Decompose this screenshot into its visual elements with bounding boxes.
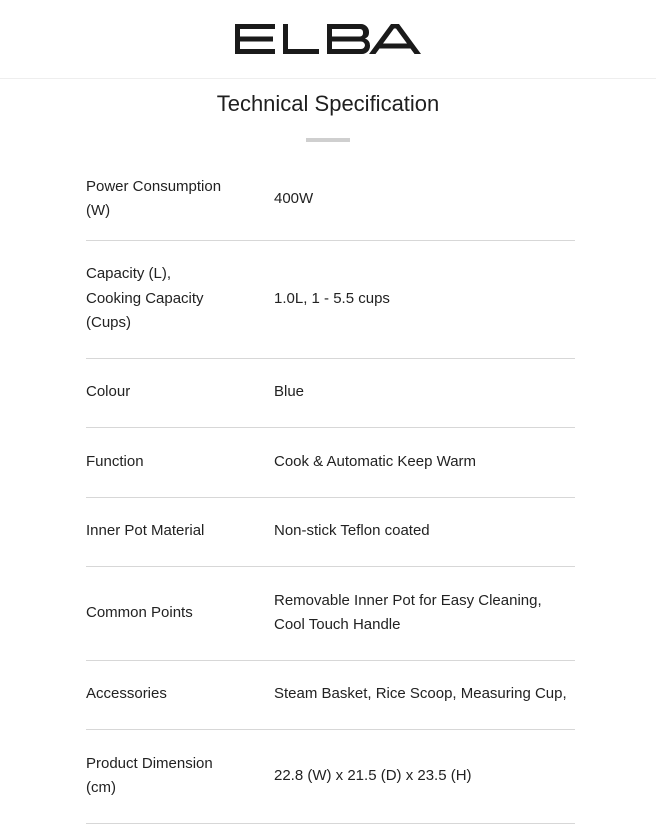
spec-value-line: 22.8 (W) x 21.5 (D) x 23.5 (H) (274, 766, 472, 784)
spec-value-line: Steam Basket, Rice Scoop, Measuring Cup, (274, 685, 567, 703)
spec-label-line: Accessories (86, 685, 167, 703)
spec-value-line: 400W (274, 190, 314, 207)
spec-label (86, 729, 274, 823)
spec-label-line: Capacity (L), (86, 265, 172, 283)
spec-value (274, 159, 575, 240)
spec-value (274, 358, 575, 427)
spec-value (274, 240, 575, 358)
spec-row-capacity (86, 240, 575, 358)
spec-label-line: Inner Pot Material (86, 522, 205, 540)
spec-value (274, 566, 575, 660)
spec-label-line: (Cups) (86, 314, 132, 332)
site-header (0, 0, 656, 79)
spec-row-inner-pot (86, 497, 575, 566)
spec-row-accessories (86, 660, 575, 729)
spec-value (274, 497, 575, 566)
spec-row-function (86, 427, 575, 497)
spec-value-line: Non-stick Teflon coated (274, 522, 430, 540)
spec-row-dimension (86, 729, 575, 823)
spec-value-line: Blue (274, 383, 305, 401)
spec-label-line: Common Points (86, 603, 193, 621)
spec-label (86, 240, 274, 358)
spec-label-line: Power Consumption (86, 177, 222, 195)
spec-value-line: Cool Touch Handle (274, 616, 401, 633)
spec-row-power (86, 159, 575, 240)
spec-value (274, 660, 575, 729)
spec-value-line: Removable Inner Pot for Easy Cleaning, (274, 591, 542, 609)
elba-logo-mark (235, 24, 421, 54)
title-section (0, 79, 656, 142)
title-underline (306, 138, 350, 142)
spec-value (274, 427, 575, 497)
spec-label-line: Function (86, 452, 144, 470)
spec-label (86, 566, 274, 660)
spec-value-line: Cook & Automatic Keep Warm (274, 452, 477, 470)
spec-row-colour (86, 358, 575, 427)
spec-row-common-points (86, 566, 575, 660)
spec-label (86, 159, 274, 240)
spec-label-line: (cm) (86, 779, 116, 796)
spec-value (274, 729, 575, 823)
spec-label-line: Colour (86, 383, 131, 401)
spec-label-line: Cooking Capacity (86, 289, 204, 307)
spec-label-line: Product Dimension (86, 754, 213, 772)
spec-label (86, 358, 274, 427)
spec-table (86, 159, 575, 824)
elba-logo[interactable] (235, 24, 421, 54)
page-title: Technical Specification (216, 91, 440, 116)
spec-label (86, 497, 274, 566)
spec-label (86, 660, 274, 729)
spec-value-line: 1.0L, 1 - 5.5 cups (274, 289, 390, 307)
spec-label (86, 427, 274, 497)
spec-label-line: (W) (86, 202, 111, 220)
